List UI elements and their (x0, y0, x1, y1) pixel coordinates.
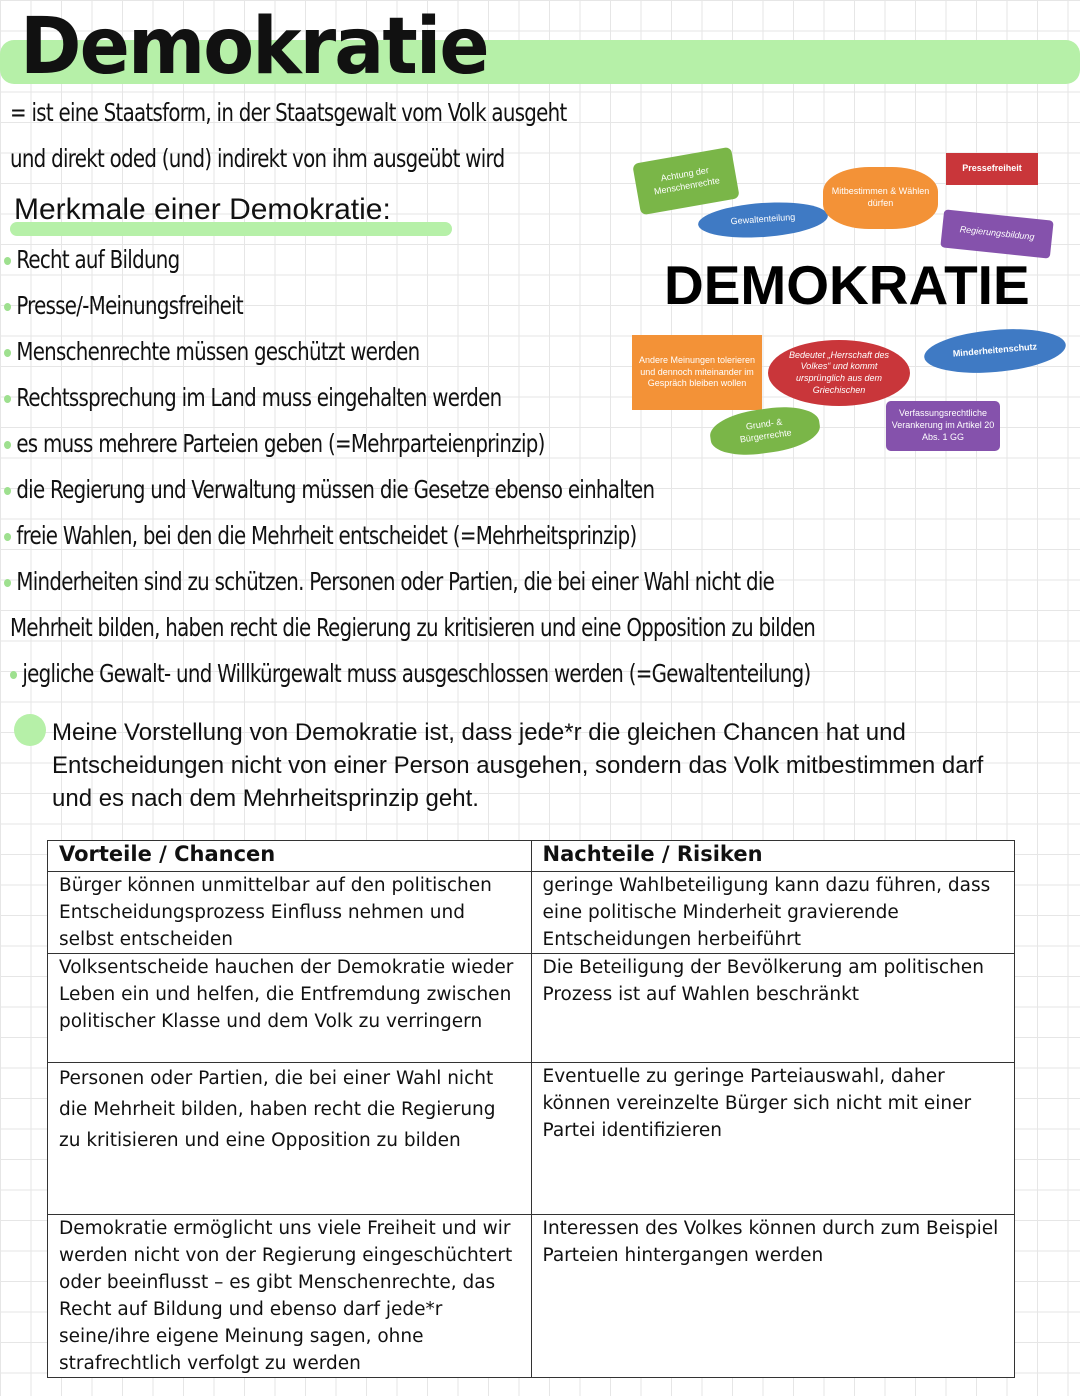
bubble: Pressefreiheit (946, 153, 1038, 185)
feature-item: die Regierung und Verwaltung müssen die Gesetze ebenso einhalten (4, 475, 654, 504)
democracy-diagram (628, 145, 1068, 465)
bubble: Grund- & Bürgerrechte (707, 402, 822, 461)
bubble: Verfassungsrechtliche Verankerung im Artikel 20 Abs. 1 GG (886, 401, 1000, 451)
table-row (48, 1063, 1015, 1215)
feature-item: es muss mehrere Parteien geben (=Mehrparteienprinzip) (4, 429, 545, 458)
bubble: Andere Meinungen tolerieren und dennoch miteinander im Gespräch bleiben wollen (632, 335, 762, 410)
opinion-marker-icon (14, 714, 46, 746)
bullet-icon (10, 671, 17, 679)
bullet-icon (4, 533, 11, 541)
bubble: Mitbestimmen & Wählen dürfen (823, 167, 938, 229)
table-row (48, 1215, 1015, 1378)
pros-cell: Demokratie ermöglicht uns viele Freiheit und wir werden nicht von der Regierung eingeschüchtert oder beeinflusst – es gibt Menschenrechte, das Recht auf Bildung und ebenso darf jede*r seine/ihre eigene Meinung sagen, ohne strafrechtlich verfolgt zu werden (48, 1215, 532, 1378)
feature-item: jegliche Gewalt- und Willkürgewalt muss ausgeschlossen werden (=Gewaltenteilung) (10, 659, 811, 688)
opinion-text: Meine Vorstellung von Demokratie ist, dass jede*r die gleichen Chancen hat und Entscheidungen nicht von einer Person ausgehen, sondern das Volk mitbestimmen darf und es nach dem Mehrheitsprinzip geht. (52, 719, 984, 812)
feature-item: Presse/-Meinungsfreiheit (4, 291, 243, 320)
table-row (48, 954, 1015, 1063)
bullet-icon (4, 257, 11, 265)
bullet-icon (4, 303, 11, 311)
table-header-row (48, 841, 1015, 872)
definition-line-1: = ist eine Staatsform, in der Staatsgewalt vom Volk ausgeht (10, 98, 567, 127)
cons-cell: Eventuelle zu geringe Parteiauswahl, daher können vereinzelte Bürger sich nicht mit einer Partei identifizieren (531, 1063, 1015, 1215)
feature-item: Rechtssprechung im Land muss eingehalten werden (4, 383, 501, 412)
pros-cell: Personen oder Partien, die bei einer Wahl nicht die Mehrheit bilden, haben recht die Regierung zu kritisieren und eine Opposition zu bilden (48, 1063, 532, 1215)
bullet-icon (4, 487, 11, 495)
diagram-center-title: DEMOKRATIE (664, 254, 1030, 316)
column-header-pros: Vorteile / Chancen (48, 841, 532, 872)
table-row (48, 872, 1015, 954)
feature-item: Recht auf Bildung (4, 245, 180, 274)
bullet-icon (4, 349, 11, 357)
pros-cons-table (47, 840, 1015, 1378)
bullet-icon (4, 441, 11, 449)
cons-cell: Die Beteiligung der Bevölkerung am politischen Prozess ist auf Wahlen beschränkt (531, 954, 1015, 1063)
cons-cell: geringe Wahlbeteiligung kann dazu führen, dass eine politische Minderheit gravierende Entscheidungen herbeiführt (531, 872, 1015, 954)
bubble: Minderheitenschutz (922, 324, 1067, 378)
pros-cell: Bürger können unmittelbar auf den politischen Entscheidungsprozess Einfluss nehmen und selbst entscheiden (48, 872, 532, 954)
bubble: Regierungsbildung (940, 209, 1053, 258)
bubble: Bedeutet „Herrschaft des Volkes“ und kommt ursprünglich aus dem Griechischen (768, 340, 910, 406)
feature-item: Minderheiten sind zu schützen. Personen oder Partien, die bei einer Wahl nicht die (4, 567, 774, 596)
cons-cell: Interessen des Volkes können durch zum Beispiel Parteien hintergangen werden (531, 1215, 1015, 1378)
page-title: Demokratie (20, 2, 488, 92)
bullet-icon (4, 579, 11, 587)
bubble: Gewaltenteilung (697, 199, 829, 242)
feature-item: Menschenrechte müssen geschützt werden (4, 337, 419, 366)
pros-cell: Volksentscheide hauchen der Demokratie wieder Leben ein und helfen, die Entfremdung zwischen politischer Klasse und dem Volk zu verringern (48, 954, 532, 1063)
feature-continuation: Mehrheit bilden, haben recht die Regierung zu kritisieren und eine Opposition zu bilden (10, 613, 816, 642)
features-heading: Merkmale einer Demokratie: (14, 193, 391, 226)
bullet-icon (4, 395, 11, 403)
feature-item: freie Wahlen, bei den die Mehrheit entscheidet (=Mehrheitsprinzip) (4, 521, 637, 550)
column-header-cons: Nachteile / Risiken (531, 841, 1015, 872)
bubble: Achtung der Menschenrechte (632, 147, 740, 216)
definition-line-2: und direkt oded (und) indirekt von ihm ausgeübt wird (10, 144, 505, 173)
